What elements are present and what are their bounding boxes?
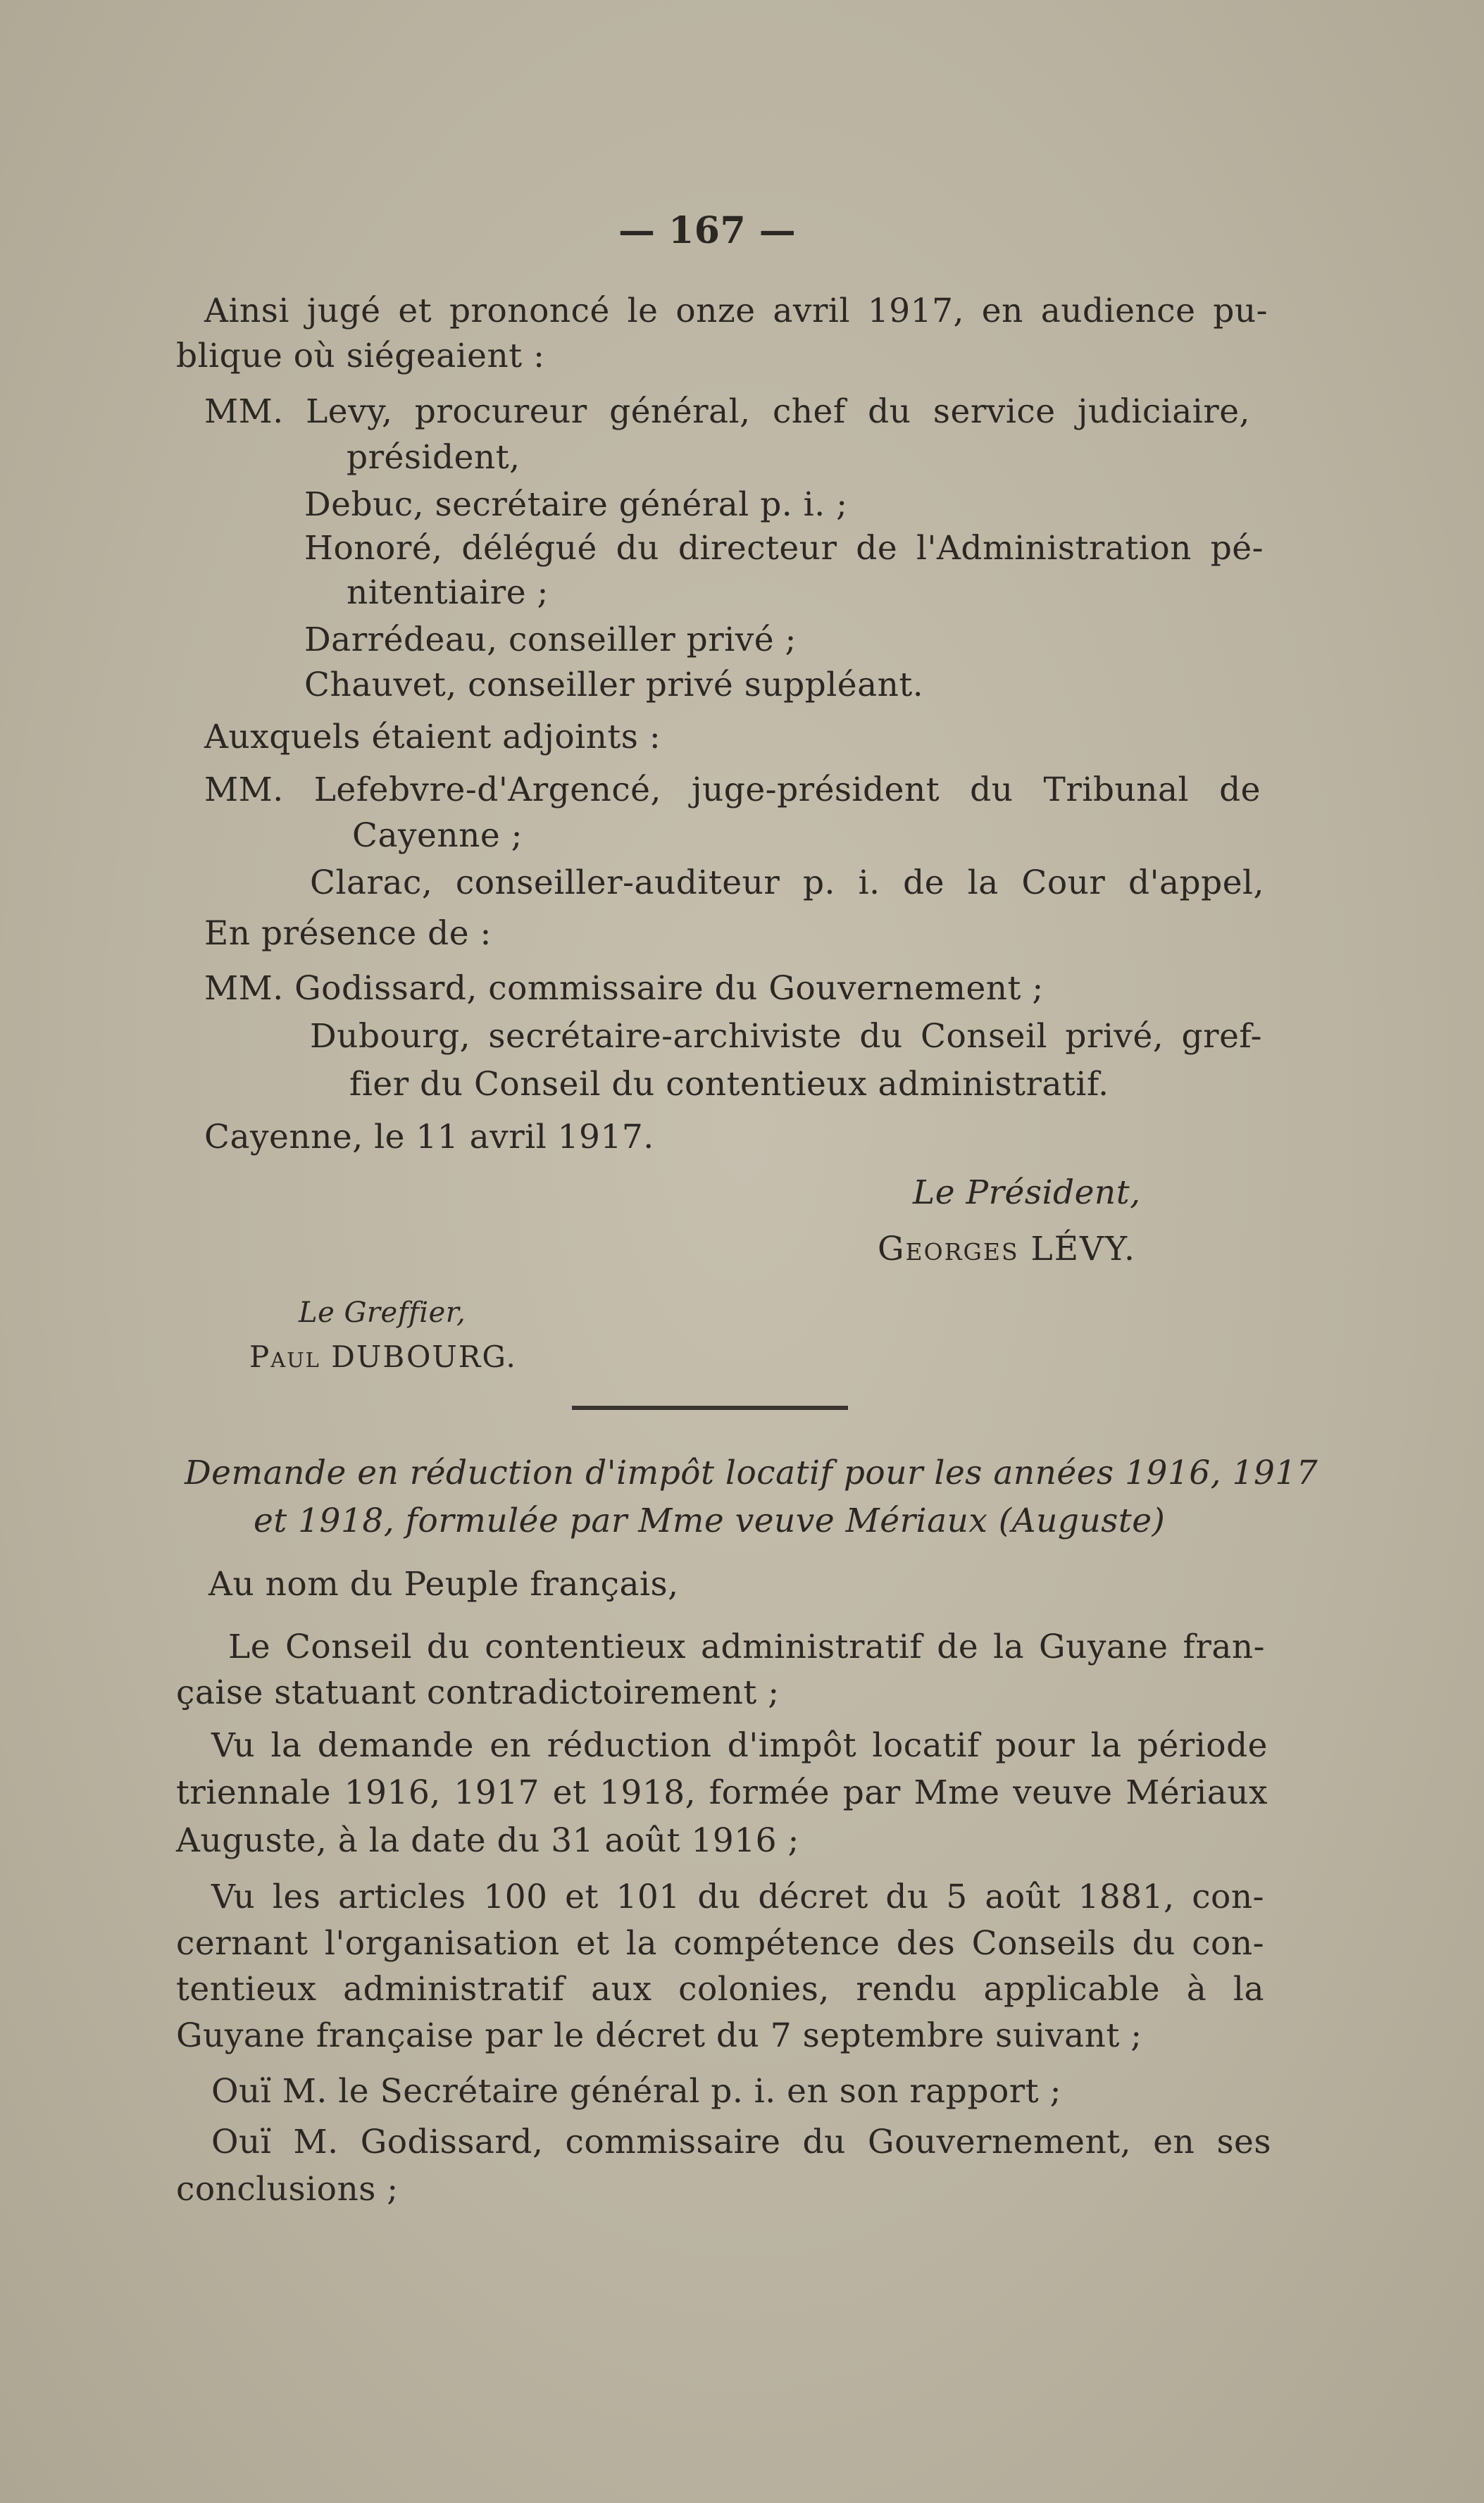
president-title: Le Président,: [913, 1173, 1141, 1212]
section-heading: et 1918, formulée par Mme veuve Mériaux (Auguste): [254, 1502, 1166, 1540]
text-line: Cayenne, le 11 avril 1917.: [204, 1118, 654, 1156]
text-line: fier du Conseil du contentieux administratif.: [349, 1065, 1109, 1104]
section-divider: [572, 1406, 848, 1410]
greffier-title: Le Greffier,: [299, 1297, 466, 1329]
text-line: Ainsi jugé et prononcé le onze avril 1917, en audience pu-: [204, 292, 1268, 330]
text-line: MM. Lefebvre-d'Argencé, juge-président du Tribunal de: [204, 770, 1261, 809]
text-line: nitentiaire ;: [347, 573, 549, 612]
greffier-signature: Paul DUBOURG.: [249, 1340, 517, 1374]
text-line: MM. Godissard, commissaire du Gouvernement ;: [204, 969, 1044, 1008]
text-line: Honoré, délégué du directeur de l'Administration pé-: [304, 529, 1264, 568]
text-line: cernant l'organisation et la compétence des Conseils du con-: [176, 1924, 1264, 1963]
text-line: Au nom du Peuple français,: [208, 1565, 679, 1604]
text-line: Auguste, à la date du 31 août 1916 ;: [176, 1821, 799, 1860]
text-line: Chauvet, conseiller privé suppléant.: [304, 666, 924, 704]
section-heading: Demande en réduction d'impôt locatif pour les années 1916, 1917: [185, 1454, 1318, 1492]
president-signature: Georges LÉVY.: [878, 1230, 1136, 1268]
text-line: Ouï M. le Secrétaire général p. i. en son rapport ;: [211, 2072, 1061, 2111]
text-line: tentieux administratif aux colonies, rendu applicable à la: [176, 1970, 1264, 2009]
text-line: Vu la demande en réduction d'impôt locatif pour la période: [211, 1726, 1268, 1765]
text-line: conclusions ;: [176, 2170, 399, 2209]
text-line: Le Conseil du contentieux administratif de la Guyane fran-: [228, 1628, 1265, 1666]
text-line: triennale 1916, 1917 et 1918, formée par Mme veuve Mériaux: [176, 1773, 1268, 1812]
text-line: président,: [347, 438, 520, 477]
text-line: Ouï M. Godissard, commissaire du Gouvernement, en ses: [211, 2123, 1271, 2161]
page-number: — 167 —: [618, 209, 797, 252]
text-line: blique où siégeaient :: [176, 337, 545, 375]
text-line: MM. Levy, procureur général, chef du service judiciaire,: [204, 392, 1250, 431]
text-line: Dubourg, secrétaire-archiviste du Conseil privé, gref-: [310, 1017, 1262, 1056]
text-line: Auxquels étaient adjoints :: [204, 718, 661, 756]
text-line: En présence de :: [204, 914, 492, 953]
text-line: çaise statuant contradictoirement ;: [176, 1673, 780, 1712]
text-line: Vu les articles 100 et 101 du décret du 5 août 1881, con-: [211, 1878, 1264, 1916]
text-line: Guyane française par le décret du 7 septembre suivant ;: [176, 2016, 1142, 2055]
text-line: Cayenne ;: [352, 816, 523, 855]
text-line: Darrédeau, conseiller privé ;: [304, 620, 797, 659]
text-line: Clarac, conseiller-auditeur p. i. de la Cour d'appel,: [310, 863, 1264, 902]
text-line: Debuc, secrétaire général p. i. ;: [304, 485, 848, 524]
